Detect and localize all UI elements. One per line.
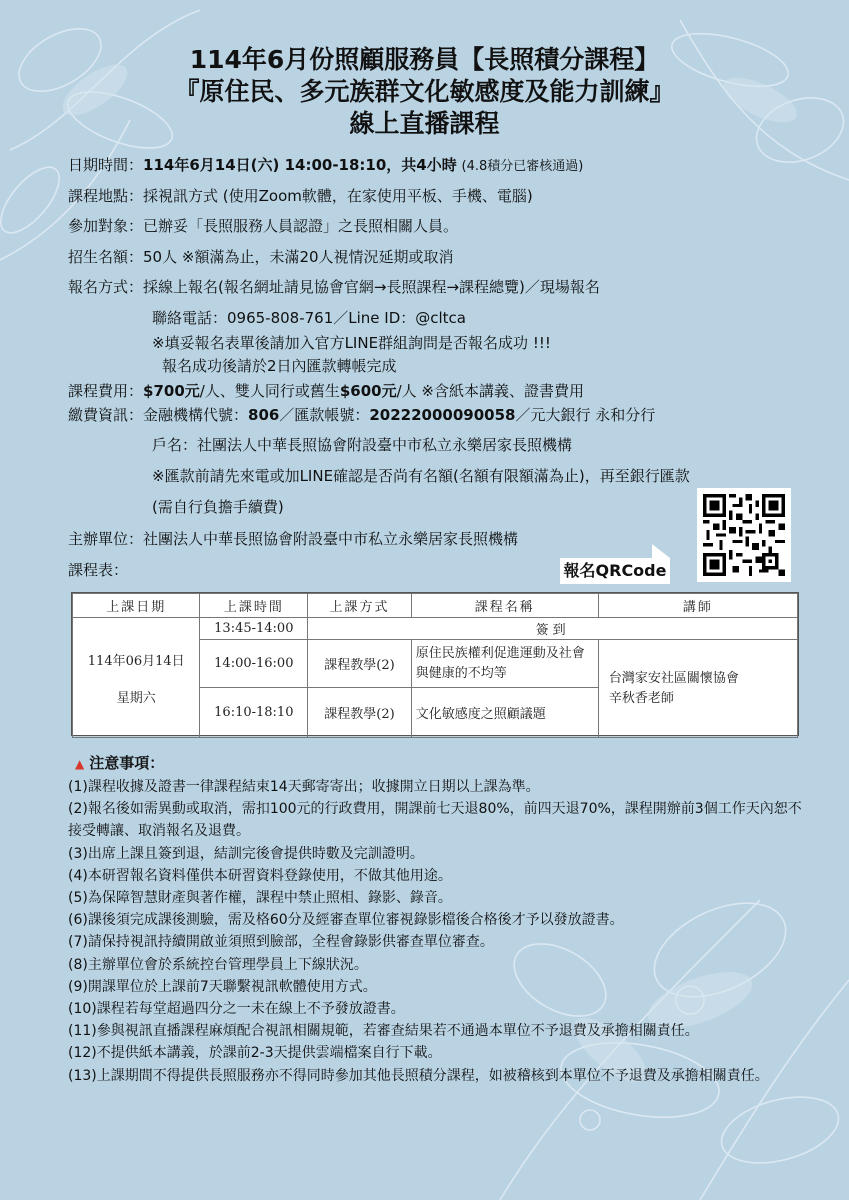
list-item: (10)課程若每堂超過四分之一未在線上不予發放證書。 [68, 1001, 405, 1018]
contact-note-2: 報名成功後請於2日內匯款轉帳完成 [162, 357, 397, 375]
time-cell: 16:10-18:10 [200, 688, 308, 738]
schedule-header-row [73, 594, 798, 618]
target-value: 已辦妥「長照服務人員認證」之長照相關人員。 [143, 217, 459, 235]
remit-note-2: (需自行負擔手續費) [152, 498, 284, 516]
schedule-label: 課程表： [68, 561, 129, 579]
target-label: 參加對象： [68, 217, 144, 235]
list-item: (7)請保持視訊持續開啟並須照到臉部，全程會錄影供審查單位審查。 [68, 934, 494, 951]
header-date: 上課日期 [73, 594, 200, 618]
notes-title: 注意事項： [89, 754, 165, 772]
account-number: 20222000090058 [369, 406, 516, 424]
lecturer-cell [598, 640, 797, 738]
header-time: 上課時間 [200, 594, 308, 618]
title-line-2: 『原住民、多元族群文化敏感度及能力訓練』 [174, 77, 675, 106]
signup-label: 報名方式： [68, 278, 144, 296]
quota-row [68, 247, 454, 267]
contact-row: 聯絡電話：0965-808-761／Line ID：@cltca [152, 309, 466, 327]
header-method: 上課方式 [308, 594, 412, 618]
signin-cell: 簽到 [308, 618, 798, 640]
title-line-3: 線上直播課程 [349, 109, 500, 138]
place-label: 課程地點： [68, 187, 144, 205]
header-lecturer: 講師 [598, 594, 797, 618]
course-weekday: 星期六 [116, 690, 156, 706]
course-date: 114年06月14日 [87, 653, 185, 669]
remit-note: ※匯款前請先來電或加LINE確認是否尚有名額(名額有限額滿為止)，再至銀行匯款 [152, 467, 690, 485]
list-item: (5)為保障智慧財產與著作權，課程中禁止照相、錄影、錄音。 [68, 890, 452, 907]
qr-code-caption: 報名QRCode [560, 558, 670, 584]
host-row [68, 529, 518, 549]
date-label: 日期時間： [68, 156, 144, 174]
date-note: (4.8積分已審核通過) [461, 159, 584, 174]
date-cell [73, 618, 200, 738]
table-row [73, 618, 798, 640]
lecturer-org: 台灣家安社區關懷協會 [608, 670, 739, 686]
host-label: 主辦單位： [68, 530, 144, 548]
contact-note-1: ※填妥報名表單後請加入官方LINE群組詢問是否報名成功 !!! [152, 334, 551, 352]
qr-code[interactable] [697, 488, 791, 582]
course-cell: 文化敏感度之照顧議題 [411, 688, 598, 738]
list-item: (6)課後須完成課後測驗，需及格60分及經審查單位審視錄影檔後合格後才予以發放證書。 [68, 912, 624, 929]
time-cell: 13:45-14:00 [200, 618, 308, 640]
course-cell: 原住民族權利促進運動及社會與健康的不均等 [411, 640, 598, 688]
warning-triangle-icon: ▲ [75, 757, 85, 771]
method-cell: 課程教學(2) [308, 640, 412, 688]
place-row [68, 186, 533, 206]
quota-value: 50人 ※額滿為止，未滿20人視情況延期或取消 [143, 248, 454, 266]
host-value: 社團法人中華長照協會附設臺中市私立永樂居家長照機構 [143, 530, 519, 548]
bank-branch: ／元大銀行 永和分行 [515, 406, 656, 424]
time-cell: 14:00-16:00 [200, 640, 308, 688]
account-name: 戶名：社團法人中華長照協會附設臺中市私立永樂居家長照機構 [152, 436, 573, 454]
list-item: (4)本研習報名資料僅供本研習資料登錄使用，不做其他用途。 [68, 867, 452, 884]
fee-price-2: $600元 [339, 382, 397, 400]
date-row [68, 155, 583, 177]
target-row [68, 216, 458, 236]
list-item: (12)不提供紙本講義，於課前2-3天提供雲端檔案自行下載。 [68, 1045, 442, 1062]
signup-row [68, 277, 600, 297]
schedule-table [71, 592, 799, 736]
qr-code-icon [703, 494, 785, 576]
list-item: (9)開課單位於上課前7天聯繫視訊軟體使用方式。 [68, 978, 377, 995]
list-item: (13)上課期間不得提供長照服務亦不得同時參加其他長照積分課程，如被稽核到本單位不予退費及承擔相關責任。 [68, 1067, 769, 1084]
fee-row [68, 381, 584, 401]
list-item: (2)報名後如需異動或取消，需扣100元的行政費用，開課前七天退80%，前四天退70%，課程開辦前3個工作天內恕不接受轉讓、取消報名及退費。 [68, 801, 802, 840]
bank-code-label: 金融機構代號： [143, 406, 249, 424]
account-label: ／匯款帳號： [279, 406, 370, 424]
notes-list [68, 776, 808, 1087]
lecturer-name: 辛秋香老師 [608, 690, 674, 706]
date-value: 114年6月14日(六) 14:00-18:10，共4小時 [143, 156, 457, 174]
place-value: 採視訊方式 (使用Zoom軟體，在家使用平板、手機、電腦) [143, 187, 533, 205]
list-item: (3)出席上課且簽到退，結訓完後會提供時數及完訓證明。 [68, 845, 424, 862]
payment-label: 繳費資訊： [68, 406, 144, 424]
signup-value: 採線上報名(報名網址請見協會官網→長照課程→課程總覽)／現場報名 [143, 278, 600, 296]
title-line-1: 114年6月份照顧服務員【長照積分課程】 [189, 45, 660, 74]
quota-label: 招生名額： [68, 248, 144, 266]
header-course: 課程名稱 [411, 594, 598, 618]
fee-middle: /人、雙人同行或舊生 [199, 382, 340, 400]
list-item: (11)參與視訊直播課程麻煩配合視訊相關規範，若審查結果若不通過本單位不予退費及承擔相關責任。 [68, 1023, 699, 1040]
list-item: (1)課程收據及證書一律課程結束14天郵寄寄出；收據開立日期以上課為準。 [68, 779, 540, 795]
payment-row [68, 405, 655, 425]
notes-heading [75, 752, 164, 773]
method-cell: 課程教學(2) [308, 688, 412, 738]
fee-label: 課程費用： [68, 382, 144, 400]
fee-tail: /人 ※含紙本講義、證書費用 [396, 382, 584, 400]
fee-price-1: $700元 [143, 382, 200, 400]
list-item: (8)主辦單位會於系統控台管理學員上下線狀況。 [68, 956, 368, 973]
bank-code: 806 [248, 406, 280, 424]
